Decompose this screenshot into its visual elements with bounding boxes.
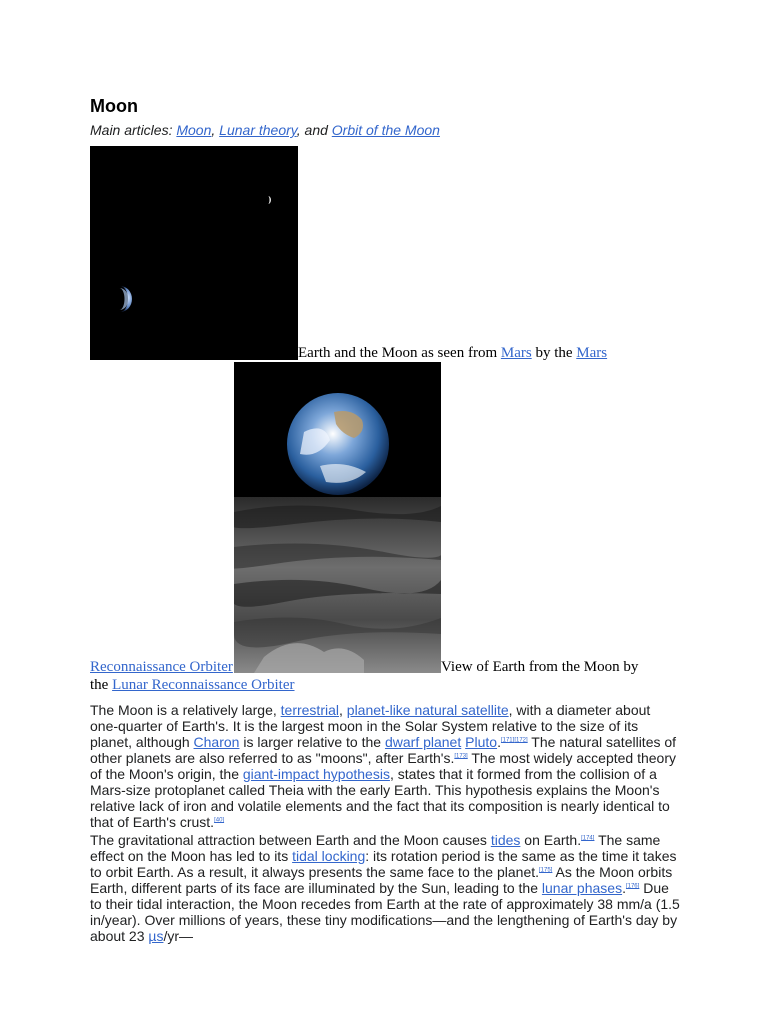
citation-link[interactable]: [40] (214, 817, 225, 824)
paragraph-tides (90, 832, 680, 944)
citation (539, 867, 552, 873)
earth-from-moon-graphic (234, 362, 441, 673)
text-run: The most widely accepted theory of the Moon's origin, the (90, 750, 677, 782)
paragraph-moon-intro (90, 702, 680, 830)
text-run: , states that it formed from the collision of a Mars-size protoplanet called Theia with the early Earth. This hypothesis explains the Moon's relative lack of iron and volatile elements and the fact that its composition is nearly identical to that of Earth's crust. (90, 766, 670, 830)
citation (581, 835, 594, 841)
link-moon[interactable]: Moon (176, 122, 212, 138)
earth-moon-from-mars-image[interactable] (90, 146, 298, 360)
citation-link[interactable]: [174] (581, 835, 595, 842)
earth-from-moon-image[interactable] (234, 362, 441, 673)
text-run: As the Moon orbits Earth, different parts of its face are illuminated by the Sun, leading to the (90, 864, 673, 896)
text-run: . (497, 734, 501, 750)
text-run: Due to their tidal interaction, the Moon recedes from Earth at the rate of approximately 38 mm/a (1.5 in/year). Over millions of years, these tiny modifications—and the lengthening of Earth's day by about 23 (90, 880, 680, 944)
link-natural-satellite[interactable]: planet-like natural satellite (346, 702, 509, 718)
link-microsecond[interactable]: µs (148, 928, 164, 944)
citation-link[interactable]: [175] (539, 867, 553, 874)
citation (626, 883, 639, 889)
text-run: : its rotation period is the same as the time it takes to orbit Earth. As a result, it always presents the same face to the planet. (90, 848, 677, 880)
hatnote-sep: , and (296, 122, 332, 138)
caption-text: Earth and the Moon as seen from (298, 345, 501, 361)
link-pluto[interactable]: Pluto (465, 734, 498, 750)
text-run: , (339, 702, 347, 718)
hatnote-prefix: Main articles: (90, 122, 177, 138)
figure1-caption-line2 (90, 658, 233, 677)
link-mars-reconnaissance-orbiter-cont[interactable]: Reconnaissance Orbiter (90, 659, 233, 675)
link-lunar-reconnaissance-orbiter[interactable]: Lunar Reconnaissance Orbiter (112, 677, 295, 693)
text-run: The Moon is a relatively large, (90, 702, 281, 718)
figure2-caption-line2 (90, 676, 295, 695)
link-mars-reconnaissance-orbiter[interactable]: Mars (576, 345, 608, 361)
link-charon[interactable]: Charon (193, 734, 240, 750)
hatnote-sep: , (211, 122, 220, 138)
caption-text: the (90, 677, 113, 693)
text-run: on Earth. (520, 832, 582, 848)
section-heading: Moon (90, 96, 138, 116)
link-terrestrial[interactable]: terrestrial (280, 702, 339, 718)
figure2-caption-line1: View of Earth from the Moon by (441, 659, 639, 675)
citation-link[interactable]: [172] (514, 737, 528, 744)
link-lunar-theory[interactable]: Lunar theory (219, 122, 297, 138)
link-tides[interactable]: tides (490, 832, 521, 848)
citation-link[interactable]: [176] (625, 883, 640, 890)
text-run: The gravitational attraction between Earth and the Moon causes (90, 832, 491, 848)
earth-moon-from-mars-graphic (90, 146, 298, 360)
text-run: is larger relative to the (239, 734, 385, 750)
citation (501, 737, 528, 743)
link-mars[interactable]: Mars (500, 345, 532, 361)
text-run: The same effect on the Moon has led to its (90, 832, 661, 864)
link-orbit-of-the-moon[interactable]: Orbit of the Moon (331, 122, 440, 138)
citation (454, 753, 467, 759)
hatnote (90, 122, 440, 138)
text-run: /yr— (163, 928, 194, 944)
text-run: , with a diameter about one-quarter of Earth's. It is the largest moon in the Solar System relative to the size of its planet, although (90, 702, 651, 750)
text-run: . (622, 880, 626, 896)
text-run: The natural satellites of other planets are also referred to as "moons", after Earth's. (90, 734, 677, 766)
citation (214, 817, 224, 823)
caption-text: by the (531, 345, 577, 361)
link-dwarf-planet[interactable]: dwarf planet (384, 734, 462, 750)
link-tidal-locking[interactable]: tidal locking (292, 848, 366, 864)
citation-link[interactable]: [173] (454, 753, 468, 760)
link-giant-impact-hypothesis[interactable]: giant-impact hypothesis (242, 766, 390, 782)
figure1-caption-line1 (298, 344, 607, 363)
citation-link[interactable]: [171] (500, 737, 515, 744)
link-lunar-phases[interactable]: lunar phases (541, 880, 623, 896)
